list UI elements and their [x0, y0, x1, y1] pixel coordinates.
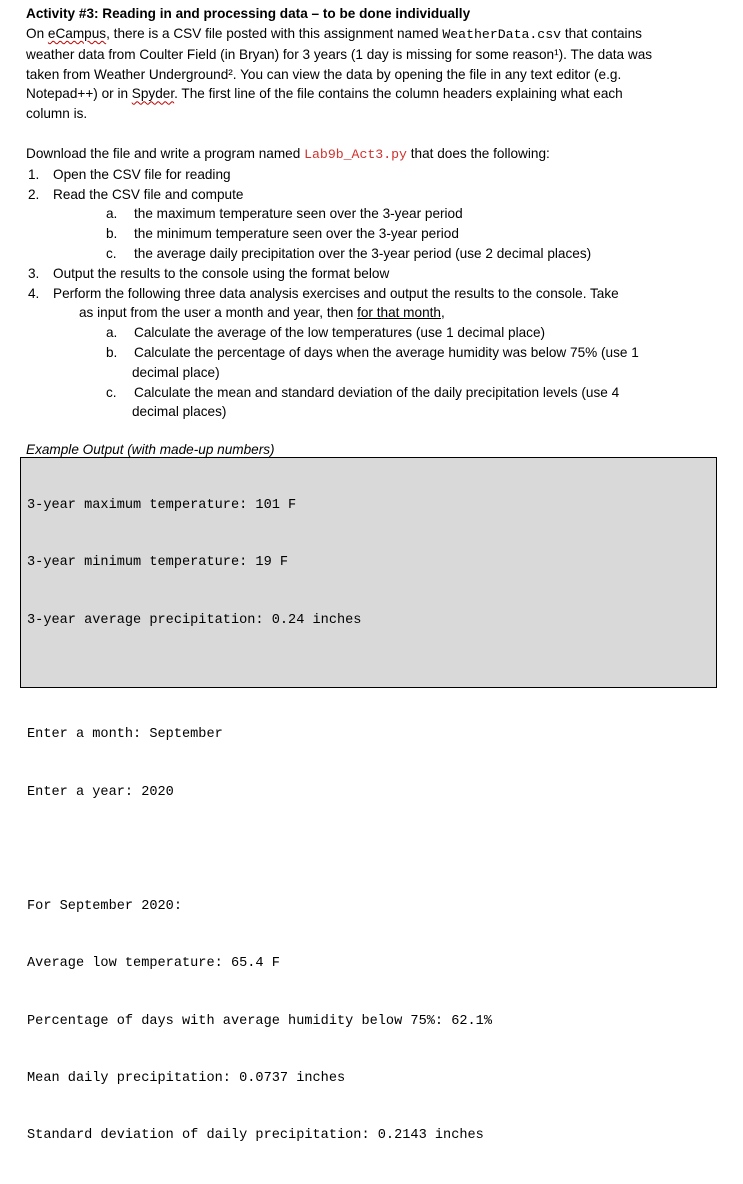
step-4c-continuation: decimal places)	[132, 404, 227, 420]
intro-line-5: column is.	[26, 106, 88, 122]
download-instruction: Download the file and write a program named Lab9b_Act3.py that does the following:	[26, 145, 550, 162]
console-line-low: Average low temperature: 65.4 F	[27, 956, 280, 972]
step-4a: a. Calculate the average of the low temperatures (use 1 decimal place)	[106, 325, 546, 341]
intro-line-2: weather data from Coulter Field (in Bryan) for 3 years (1 day is missing for some reason¹). The data was	[26, 46, 653, 62]
step-4b: b. Calculate the percentage of days when the average humidity was below 75% (use 1	[106, 344, 639, 360]
example-output-label: Example Output (with made-up numbers)	[26, 442, 275, 457]
ecampus-word: eCampus	[47, 26, 107, 41]
step-4-continuation: as input from the user a month and year, then for that month,	[79, 305, 445, 321]
console-line-year: Enter a year: 2020	[27, 784, 174, 800]
activity-document	[26, 4, 716, 422]
step-4c: c. Calculate the mean and standard deviation of the daily precipitation levels (use 4	[106, 384, 620, 400]
console-line-month: Enter a month: September	[27, 727, 223, 743]
step-3: 3. Output the results to the console using the format below	[28, 265, 390, 281]
step-2c: c. the average daily precipitation over the 3-year period (use 2 decimal places)	[106, 245, 592, 261]
csv-filename: WeatherData.csv	[442, 27, 562, 42]
console-line-avg: 3-year average precipitation: 0.24 inches	[27, 612, 362, 628]
step-2: 2. Read the CSV file and compute	[28, 186, 244, 202]
activity-title: Activity #3: Reading in and processing data – to be done individually	[26, 6, 471, 21]
intro-line-4: Notepad++) or in Spyder. The first line of the file contains the column headers explaining what each	[26, 86, 623, 102]
console-line-for: For September 2020:	[27, 899, 182, 915]
intro-line-1: On eCampus, there is a CSV file posted with this assignment named WeatherData.csv that contains	[26, 26, 642, 42]
step-4: 4. Perform the following three data analysis exercises and output the results to the console. Take	[28, 285, 619, 301]
step-2a: a. the maximum temperature seen over the 3-year period	[106, 206, 463, 222]
step-4b-continuation: decimal place)	[132, 364, 220, 380]
console-line-mean: Mean daily precipitation: 0.0737 inches	[27, 1071, 346, 1086]
example-output-box	[20, 458, 717, 1144]
intro-paragraph	[26, 24, 716, 124]
console-line-max: 3-year maximum temperature: 101 F	[27, 498, 297, 514]
console-output	[27, 458, 492, 1184]
step-1: 1. Open the CSV file for reading	[28, 166, 231, 182]
steps-list	[26, 165, 716, 422]
console-line-pct: Percentage of days with average humidity below 75%: 62.1%	[27, 1013, 492, 1029]
program-filename: Lab9b_Act3.py	[304, 146, 407, 162]
spyder-word: Spyder	[131, 86, 175, 102]
console-line-min: 3-year minimum temperature: 19 F	[27, 555, 289, 571]
step-2b: b. the minimum temperature seen over the 3-year period	[106, 226, 459, 242]
intro-line-3: taken from Weather Underground². You can view the data by opening the file in any text editor (e.g.	[26, 66, 622, 82]
console-line-std: Standard deviation of daily precipitation: 0.2143 inches	[27, 1128, 484, 1144]
